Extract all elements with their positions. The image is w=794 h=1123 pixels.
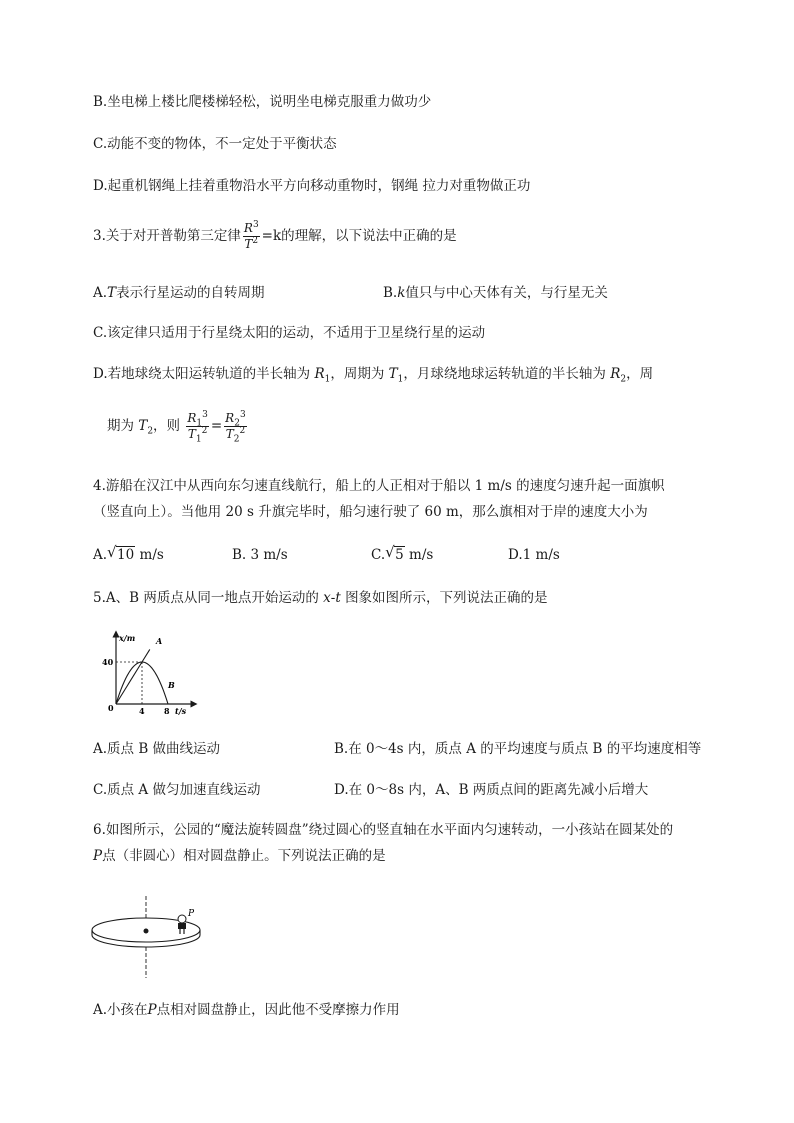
q5-option-d: D.在 0～8s 内，A、B 两质点间的距离先减小后增大 xyxy=(334,782,649,798)
kepler-fraction-1: $\frac{R_1^3}{T_1^2}$ xyxy=(187,410,208,445)
chart-xlabel: t/s xyxy=(175,706,187,716)
q4-stem-line2: （竖直向上）。当他用 20 s 升旗完毕时，船匀速行驶了 60 m，那么旗相对于岸的速度大小为 xyxy=(93,504,648,520)
q5-option-a: A.质点 B 做曲线运动 xyxy=(93,741,221,757)
chart-origin-label: 0 xyxy=(108,703,114,713)
q4-option-a: A. √ 10 m/s xyxy=(93,543,164,563)
disk-center-dot xyxy=(144,929,149,934)
q4-option-b: B. 3 m/s xyxy=(232,547,288,563)
chart-xtick-8: 8 xyxy=(164,706,170,716)
q3-option-d-line1: D.若地球绕太阳运转轨道的半长轴为 $R_1$，周期为 $T_1$，月球绕地球运转轨道的半长轴为 $R_2$，周 xyxy=(93,366,654,385)
q4-option-c: C. √ 5 m/s xyxy=(371,543,434,563)
sqrt-5: √ 5 xyxy=(385,543,404,563)
q3-option-a: A.T表示行星运动的自转周期 xyxy=(93,285,265,301)
chart-ytick-40: 40 xyxy=(102,657,114,667)
q2-option-c: C.动能不变的物体，不一定处于平衡状态 xyxy=(93,136,337,152)
q3-option-d-line2: 期为 $T_2$，则 $\frac{R_1^3}{T_1^2}$ = $\frac{R_2^3}{T_2^2}$ xyxy=(107,410,246,445)
chart-ylabel: x/m xyxy=(119,633,136,643)
chart-xtick-4: 4 xyxy=(139,706,145,716)
q2-option-b: B.坐电梯上楼比爬楼梯轻松，说明坐电梯克服重力做功少 xyxy=(93,94,432,110)
series-b-label: B xyxy=(168,680,175,690)
series-a-line xyxy=(116,649,150,704)
q2-option-d: D.起重机钢绳上挂着重物沿水平方向移动重物时，钢绳 拉力对重物做正功 xyxy=(93,178,531,194)
q6-rotating-disk-figure xyxy=(86,888,216,980)
q6-stem-line1: 6.如图所示，公园的“魔法旋转圆盘”绕过圆心的竖直轴在水平面内匀速转动，一小孩站在圆某处的 xyxy=(93,822,674,838)
q5-option-c: C.质点 A 做匀加速直线运动 xyxy=(93,782,261,798)
q6-stem-line2: P点（非圆心）相对圆盘静止。下列说法正确的是 xyxy=(93,848,386,864)
q3-option-b: B.k值只与中心天体有关，与行星无关 xyxy=(383,285,608,301)
point-p-label: P xyxy=(188,909,195,919)
sqrt-10: √ 10 xyxy=(107,543,135,563)
kepler-fraction: $\frac{R^3}{T^2}$ xyxy=(243,220,259,251)
q5-xt-chart xyxy=(100,628,200,718)
series-a-label: A xyxy=(156,636,163,646)
q4-option-d: D.1 m/s xyxy=(508,547,560,563)
q5-option-b: B.在 0～4s 内，质点 A 的平均速度与质点 B 的平均速度相等 xyxy=(334,741,702,757)
q4-stem-line1: 4.游船在汉江中从西向东匀速直线航行，船上的人正相对于船以 1 m/s 的速度匀速升起一面旗帜 xyxy=(93,478,665,494)
q3-option-c: C.该定律只适用于行星绕太阳的运动，不适用于卫星绕行星的运动 xyxy=(93,325,486,341)
q3-stem: 3.关于对开普勒第三定律 $\frac{R^3}{T^2}$ =k的理解，以下说法中正确的是 xyxy=(93,220,457,251)
q5-stem: 5.A、B 两质点从同一地点开始运动的 x-t 图象如图所示，下列说法正确的是 xyxy=(93,590,548,606)
kepler-fraction-2: $\frac{R_2^3}{T_2^2}$ xyxy=(225,410,246,445)
q6-option-a: A.小孩在P点相对圆盘静止，因此他不受摩擦力作用 xyxy=(93,1002,400,1018)
